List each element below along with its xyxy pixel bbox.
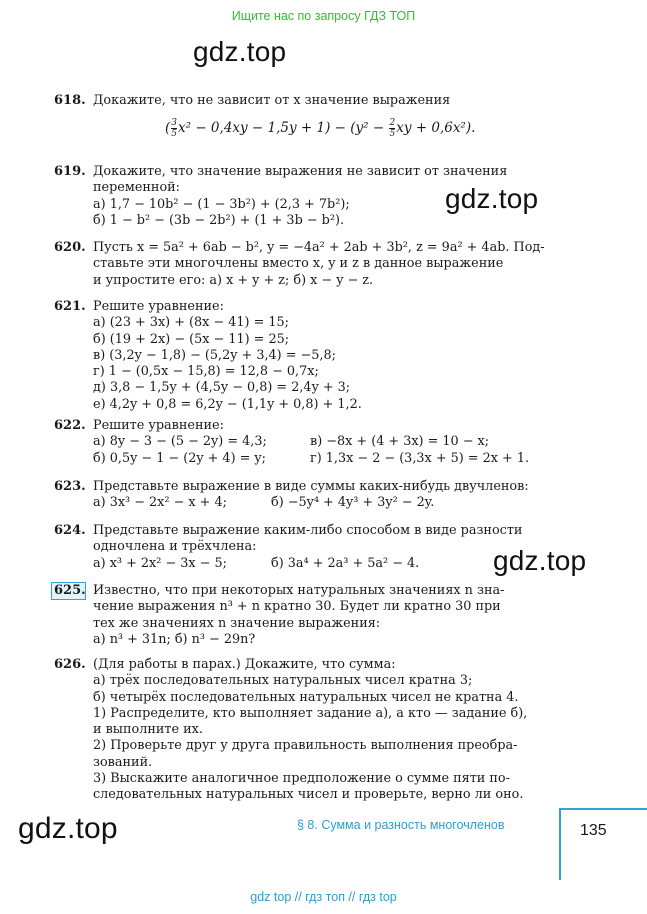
problem-number: 624. [54, 523, 86, 538]
bottom-banner[interactable]: gdz top // гдз топ // гдз top [250, 890, 397, 904]
watermark: gdz.top [445, 183, 539, 214]
top-banner[interactable]: Ищите нас по запросу ГДЗ ТОП [231, 9, 416, 23]
problem-624-text: Представьте выражение каким-либо способом в виде разности одночлена и трёхчлена: а) x³ + 2x² − 3x − 5; б) 3a⁴ + 2a³ + 5a² − 4. [93, 523, 523, 571]
problem-618-expression: ( $\frac{3}{5}$ x² − 0,4xy − 1,5y + 1) − (y² − $\frac{2}{5}$ xy + 0,6x²). [165, 118, 476, 139]
problem-623-text: Представьте выражение в виде суммы каких-нибудь двучленов: а) 3x³ − 2x² − x + 4; б) −5y⁴ + 4y³ + 3y² − 2y. [93, 479, 529, 511]
problem-number: 623. [54, 479, 86, 494]
watermark: gdz.top [193, 36, 287, 67]
footer-divider-horizontal [559, 808, 647, 810]
problem-626-text: (Для работы в парах.) Докажите, что сумма: а) трёх последовательных натуральных чисел кратна 3; б) четырёх последовательных натуральных чисел не кратна 4. 1) Распределите, кто выполняет задание а), а кто — задание б), и выполните их. 2) Проверьте друг у друга правильность выполнения преобра- зований. 3) Выскажите аналогичное предположение о сумме пяти по- следовательных натуральных чисел и проверьте, верно ли оно. [93, 657, 528, 803]
problem-625-text: Известно, что при некоторых натуральных значениях n зна- чение выражения n³ + n кратно 30. Будет ли кратно 30 при тех же значениях n значение выражения: а) n³ + 31n; б) n³ − 29n? [93, 583, 505, 647]
problem-number-highlighted[interactable]: 625. [51, 582, 86, 600]
problem-number: 626. [54, 657, 86, 672]
watermark: gdz.top [493, 545, 587, 576]
problem-number: 620. [54, 240, 86, 255]
section-title: § 8. Сумма и разность многочленов [297, 818, 505, 832]
problem-number: 619. [54, 164, 86, 179]
watermark: gdz.top [18, 812, 118, 845]
problem-622-text: Решите уравнение: а) 8y − 3 − (5 − 2y) = 4,3; в) −8x + (4 + 3x) = 10 − x; б) 0,5y − 1 − (2y + 4) = y; г) 1,3x − 2 − (3,3x + 5) = 2x + 1. [93, 418, 530, 466]
problem-number: 621. [54, 299, 86, 314]
page-number: 135 [580, 822, 607, 839]
footer-divider-vertical [559, 808, 561, 880]
problem-621-text: Решите уравнение: а) (23 + 3x) + (8x − 41) = 15; б) (19 + 2x) − (5x − 11) = 25; в) (3,2y − 1,8) − (5,2y + 3,4) = −5,8; г) 1 − (0,5x − 15,8) = 12,8 − 0,7x; д) 3,8 − 1,5y + (4,5y − 0,8) = 2,4y + 3; е) 4,2y + 0,8 = 6,2y − (1,1y + 0,8) + 1,2. [93, 299, 362, 412]
problem-number: 618. [54, 93, 86, 108]
problem-number: 622. [54, 418, 86, 433]
problem-618-text: Докажите, что не зависит от x значение выражения [93, 93, 451, 108]
problem-619-text: Докажите, что значение выражения не зависит от значения переменной: а) 1,7 − 10b² − (1 − 3b²) + (2,3 + 7b²); б) 1 − b² − (3b − 2b²) + (1 + 3b − b²). [93, 164, 508, 228]
problem-620-text: Пусть x = 5a² + 6ab − b², y = −4a² + 2ab + 3b², z = 9a² + 4ab. Под- ставьте эти многочлены вместо x, y и z в данное выражение и упростите его: а) x + y + z; б) x − y − z. [93, 240, 545, 288]
